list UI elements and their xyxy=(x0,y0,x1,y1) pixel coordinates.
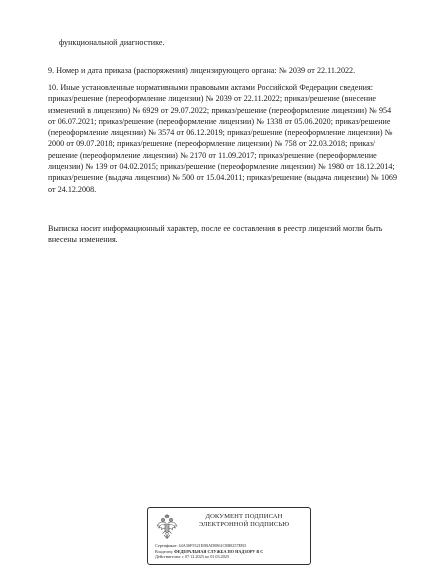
stamp-certificate-value: 44A36F5521E0BAD0861C8B0257EB3 xyxy=(178,543,247,548)
stamp-owner-label: Владелец: xyxy=(155,548,174,554)
double-headed-eagle-emblem-icon xyxy=(156,514,178,540)
stamp-details xyxy=(155,543,310,560)
paragraph-item-10: 10. Иные установленные нормативными правовыми актами Российской Федерации сведения: приказ/решение (переоформление лицензии) № 2039 от 22.11.2022; приказ/решение (внесение изменений в лицензию) № 6929 от 29.07.2022; приказ/решение (переоформление лицензии) № 954 от 06.07.2021; приказ/решение (переоформление лицензии) № 1338 от 05.06.2020; приказ/решение (переоформление лицензии) № 3574 от 06.12.2019; приказ/решение (переоформление лицензии) № 2000 от 09.07.2018; приказ/решение (переоформление лицензии) № 758 от 22.03.2018; приказ/решение (переоформление лицензии) № 2170 от 11.09.2017; приказ/решение (переоформление лицензии) № 139 от 04.02.2015; приказ/решение (переоформление лицензии) № 1980 от 18.12.2014; приказ/решение (выдача лицензии) № 500 от 15.04.2011; приказ/решение (выдача лицензии) № 1069 от 24.12.2008. xyxy=(48,83,398,194)
stamp-certificate-label: Сертификат: xyxy=(155,543,178,548)
paragraph-item-9: 9. Номер и дата приказа (распоряжения) лицензирующего органа: № 2039 от 22.11.2022. xyxy=(48,66,356,75)
stamp-heading-line-1: ДОКУМЕНТ ПОДПИСАН xyxy=(205,513,283,520)
stamp-owner-value: ФЕДЕРАЛЬНАЯ СЛУЖБА ПО НАДЗОРУ В С xyxy=(174,548,264,554)
stamp-validity-value: с 07.12.2023 по 01.03.2025 xyxy=(182,554,230,560)
electronic-signature-stamp xyxy=(147,507,311,565)
stamp-heading-line-2: ЭЛЕКТРОННОЙ ПОДПИСЬЮ xyxy=(198,520,290,528)
stamp-validity-row xyxy=(155,554,310,560)
paragraph-disclaimer-note: Выписка носит информационный характер, после ее составления в реестр лицензий могли быть внесены изменения. xyxy=(48,224,383,245)
paragraph-continuation: функциональной диагностике. xyxy=(59,38,165,47)
stamp-heading xyxy=(180,513,308,528)
stamp-validity-label: Действителен: xyxy=(155,554,181,560)
